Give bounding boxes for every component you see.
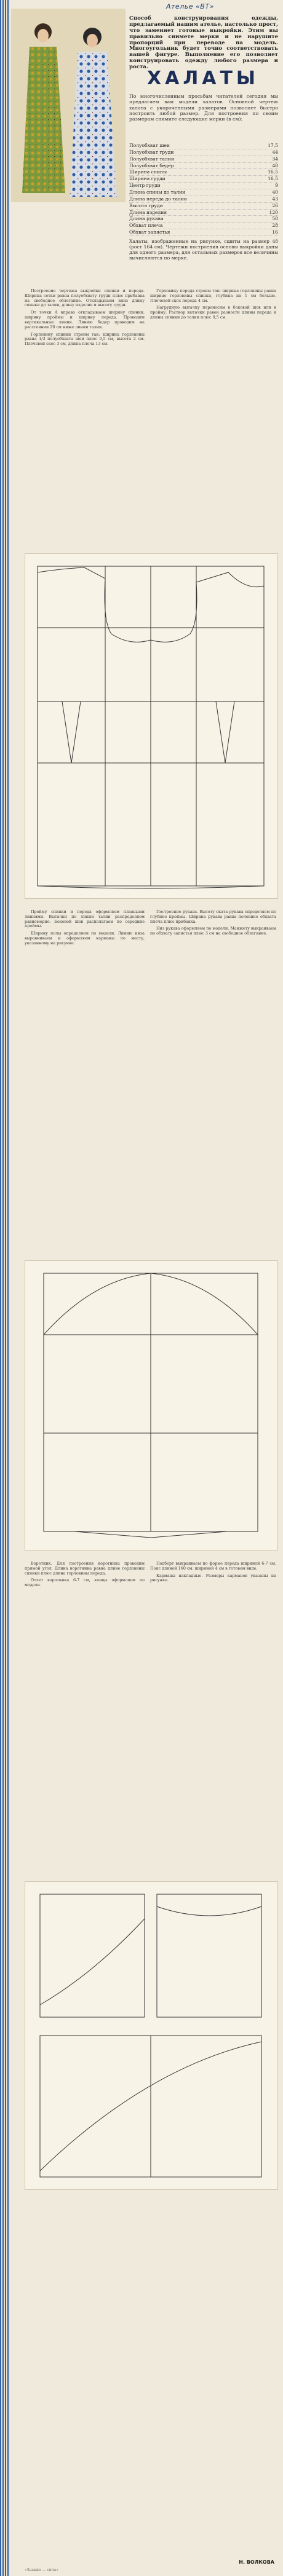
body-paragraph: От точки А вправо откладываем ширину спинки, ширину проймы и ширину переда. Проводим вертикальные линии. Линию бедер проводим на расстоянии 20 см ниже линии талии. [25,310,145,330]
body-paragraph: Построение чертежа выкройки спинки и переда. Ширина сетки равна полуобхвату груди плюс прибавка на свободное облегание. Откладываем вниз длину спинки до талии, длину изделия и высоту груди. [25,288,145,308]
intro-text: Способ конструирования одежды, предлагаемый нашим ателье, настолько прост, что заменяет готовые выкройки. Этим вы правильно снимете мерки и не нарушите пропорций при переводе на модель. Многоугольник будет точно соответствовать вашей фигуре. Выполнение его позволяет конструировать одежду любого размера и роста. [129,15,278,70]
measurement-label: Обхват запястья [129,229,170,235]
author-signature: Н. ВОЛКОВА [239,2559,274,2565]
measurement-row [129,203,278,210]
body-paragraph: Ширину полы определяем по модели. Линию низа выравниваем и оформляем карманы по месту, указанному на рисунке. [25,931,145,946]
body-column-1b [25,910,145,949]
measurement-label: Длина переда до талии [129,196,187,202]
pattern-drawing-collar [25,1881,278,2190]
measurement-row [129,223,278,229]
body-column-1a [25,289,145,349]
measurement-row [129,183,278,189]
measurement-label: Высота груди [129,202,163,208]
measurement-row [129,216,278,223]
measurement-row [129,189,278,196]
body-paragraph: Горловину переда строим так: ширина горловины равна ширине горловины спинки, глубина на 1 см больше. Плечевой скос переда 4 см. [150,288,276,303]
measurement-label: Полуобхват груди [129,149,174,155]
measurement-value: 48 [272,162,278,168]
measurement-value: 16 [272,229,278,235]
body-paragraph: Воротник. Для построения воротника проводим прямой угол. Длина воротника равна длине горловины спинки плюс длина горловины переда. [25,1561,145,1576]
measurement-label: Длина рукава [129,216,164,222]
article-title: ХАЛАТЫ [146,68,260,89]
left-decorative-stripe [0,0,10,2576]
measurement-label: Полуобхват бедер [129,162,174,168]
lead-paragraph: По многочисленным просьбам читателей сегодня мы предлагаем вам модели халатов. Основной чертеж халата с укороченными размерами позволяет быстро построить любой размер. Для построения по своим размерам снимите следующие мерки (в см): [129,93,278,122]
pattern-drawing-bodice [25,553,278,899]
measurement-row [129,163,278,170]
measurement-label: Ширина спины [129,169,167,175]
measurement-row [129,176,278,183]
fashion-illustration [11,9,126,202]
measurement-label: Центр груди [129,183,161,189]
body-paragraph: Подборт выкраиваем по форме переда шириной 6-7 см. Пояс длиной 160 см, шириной 4 см в готовом виде. [150,1561,276,1571]
body-column-1c [25,1562,145,1590]
measurement-row [129,196,278,203]
measurement-value: 58 [272,216,278,222]
series-title: Ателье «ВТ» [166,2,214,10]
body-paragraph: Пройму спинки и переда оформляем плавными линиями. Вытачки по линии талии распределяем равномерно. Боковой шов располагаем по середине проймы. [25,909,145,929]
measurement-label: Длина спины до талии [129,189,186,196]
body-paragraph: Отлет воротника 6-7 см, концы оформляем по модели. [25,1578,145,1588]
body-column-2b [150,910,276,939]
measurement-value: 17,5 [268,143,278,148]
body-column-2c [150,1562,276,1586]
measurement-label: Полуобхват талии [129,156,175,162]
measurement-value: 16,5 [268,169,278,175]
measurement-value: 28 [272,223,278,229]
measurement-value: 120 [269,209,278,215]
measurement-label: Обхват плеча [129,223,163,229]
body-paragraph: Карманы накладные. Размеры карманов указаны на рисунке. [150,1573,276,1583]
measurement-value: 9 [275,183,278,189]
measurement-value: 16,5 [268,176,278,182]
measurement-label: Ширина груди [129,176,165,182]
pattern-drawing-sleeve [25,1260,278,1551]
measurement-value: 44 [272,149,278,155]
measurement-label: Длина изделия [129,209,167,215]
body-paragraph: Построение рукава. Высоту оката рукава определяем по глубине проймы. Ширина рукава равна половине обхвата плеча плюс прибавка. [150,909,276,924]
measurements-table [129,143,278,236]
measurement-value: 43 [272,196,278,202]
measurement-row [129,169,278,176]
measurement-label: Полуобхват шеи [129,143,170,148]
measurement-row [129,143,278,149]
measurement-row [129,229,278,236]
measurement-row [129,210,278,216]
body-paragraph: Горловину спинки строим так: ширина горловины равна 1/3 полуобхвата шеи плюс 0,5 см, высота 2 см. Плечевой скос 3 см, длина плеча 13 см. [25,331,145,347]
measurement-value: 26 [272,202,278,208]
body-column-2a [150,289,276,323]
measurement-row [129,156,278,163]
body-paragraph: Низ рукава оформляем по модели. Манжету выкраиваем по обхвату запястья плюс 3 см на свободное облегание. [150,926,276,936]
body-paragraph: Нагрудную вытачку переносим в боковой шов или в пройму. Раствор вытачки равен разности длины переда и длины спинки до талии плюс 0,5 см. [150,305,276,320]
measurements-note: Халаты, изображенные на рисунке, сшиты на размер 48 (рост 164 см). Чертежи построения основы выкройки даны для одного размера, для остальных размеров все величины вычисляются по мерке. [129,239,278,261]
measurement-row [129,149,278,156]
source-note: «Знание — сила» [25,2568,58,2572]
measurement-value: 34 [272,156,278,162]
measurement-value: 40 [272,189,278,196]
